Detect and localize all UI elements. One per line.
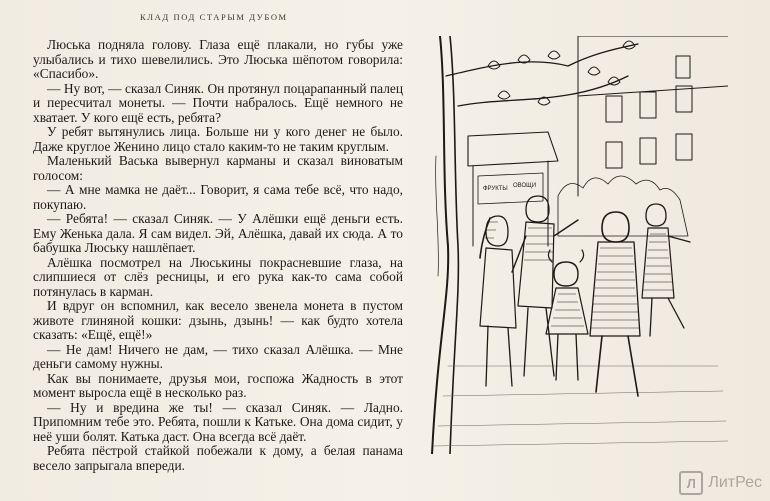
kiosk-sign: ОВОЩИ xyxy=(513,183,537,189)
children-illustration xyxy=(428,36,728,454)
paragraph: — Ребята! — сказал Синяк. — У Алёшки ещё деньги есть. Ему Женька дала. Я сам видел. Эй, Алёшка, давай их сюда. А то бабушка Люську нашлёпает. xyxy=(33,211,403,255)
text-column xyxy=(33,38,403,473)
paragraph: — Не дам! Ничего не дам, — тихо сказал Алёшка. — Мне деньги самому нужны. xyxy=(33,341,403,371)
paragraph: Как вы понимаете, друзья мои, госпожа Жадность в этот момент выросла ещё в несколько раз. xyxy=(33,370,403,400)
watermark-text: ЛитРес xyxy=(708,474,762,491)
paragraph: Ребята пёстрой стайкой побежали к дому, а белая панама весело запрыгала впереди. xyxy=(33,443,403,473)
running-head: КЛАД ПОД СТАРЫМ ДУБОМ xyxy=(140,12,288,22)
paragraph: — А мне мамка не даёт... Говорит, я сама тебе всё, что надо, покупаю. xyxy=(33,182,403,212)
paragraph: У ребят вытянулись лица. Больше ни у кого денег не было. Даже круглое Женино лицо стало каким-то не таким круглым. xyxy=(33,124,403,154)
paragraph: И вдруг он вспомнил, как весело звенела монета в пустом животе глиняной кошки: дзынь, дзынь! — как будто хотела сказать: «Ещё, ещё!» xyxy=(33,298,403,342)
paragraph: Люська подняла голову. Глаза ещё плакали, но губы уже улыбались и тихо шевелились. Это Люська шёпотом говорила: «Спасибо». xyxy=(33,37,403,81)
paragraph: — Ну вот, — сказал Синяк. Он протянул поцарапанный палец и пересчитал монеты. — Почти набралось. Ещё немного не хватает. У кого ещё есть, ребята? xyxy=(33,80,403,125)
paragraph: Маленький Васька вывернул карманы и сказал виноватым голосом: xyxy=(33,153,403,183)
litres-logo-icon: Л xyxy=(679,471,703,495)
paragraph: — Ну и вредина же ты! — сказал Синяк. — Ладно. Припомним тебе это. Ребята, пошли к Катьке. Она дома сидит, у неё уши болят. Катька даст. Она всегда всё даёт. xyxy=(33,399,403,444)
litres-watermark xyxy=(679,471,762,495)
kiosk-sign: ФРУКТЫ xyxy=(483,186,508,192)
paragraph: Алёшка посмотрел на Люськины покрасневшие глаза, на слипшиеся от слёз ресницы, и его рука как-то сама собой потянулась в карман. xyxy=(33,254,403,299)
